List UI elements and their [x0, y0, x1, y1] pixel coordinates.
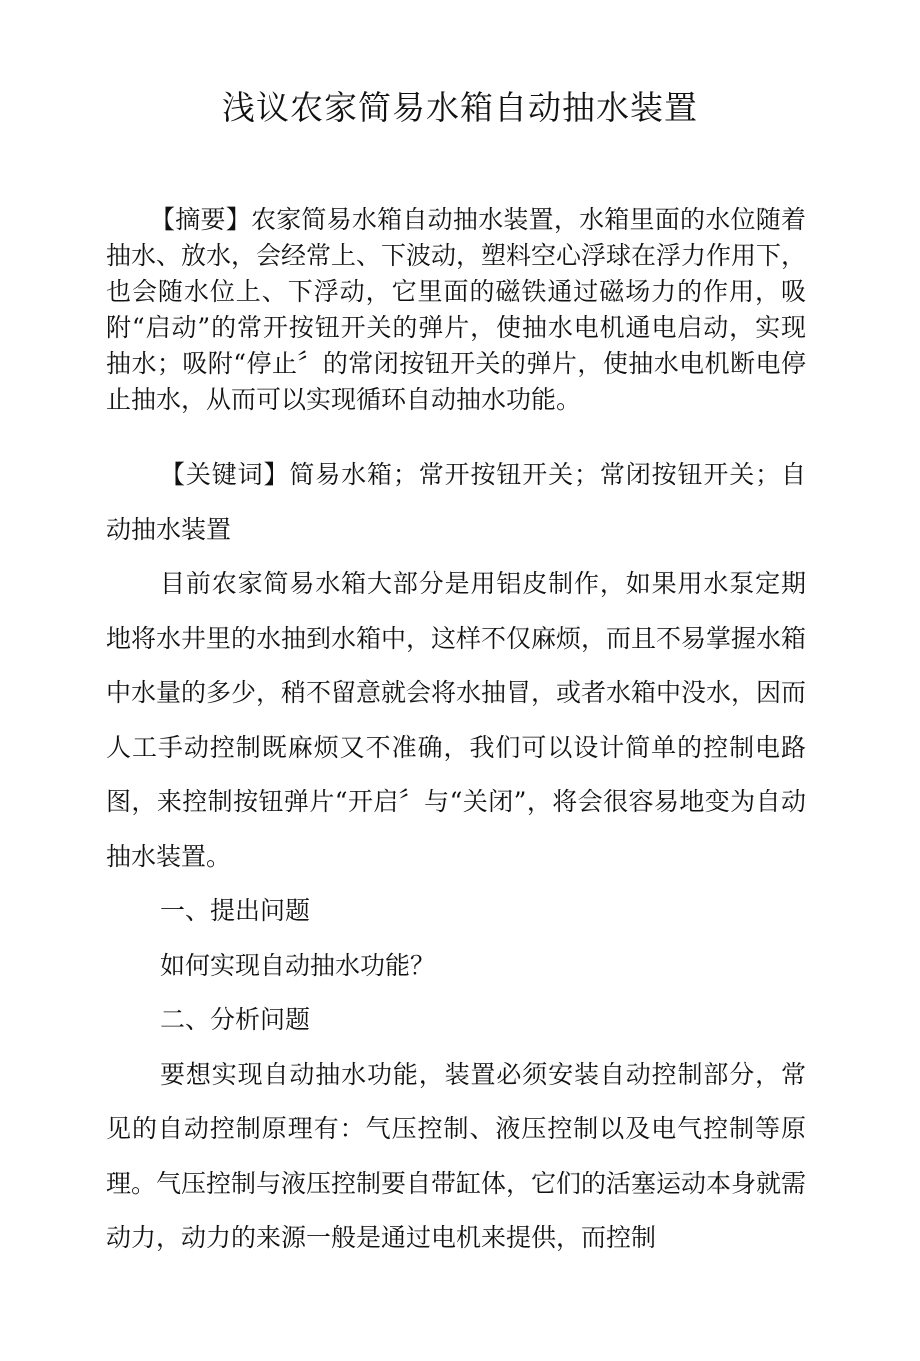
intro-paragraph: 目前农家简易水箱大部分是用铝皮制作，如果用水泵定期地将水井里的水抽到水箱中，这样不仅麻烦，而且不易掌握水箱中水量的多少，稍不留意就会将水抽冒，或者水箱中没水，因而人工手动控制既麻烦又不准确，我们可以设计简单的控制电路图，来控制按钮弹片“开启〞与“关闭”，将会很容易地变为自动抽水装置。 [106, 569, 807, 871]
section-heading-1: 一、提出问题 [160, 896, 311, 925]
keywords-paragraph: 【关键词】简易水箱；常开按钮开关；常闭按钮开关；自动抽水装置 [106, 460, 806, 544]
section-2-text: 要想实现自动抽水功能，装置必须安装自动控制部分，常见的自动控制原理有：气压控制、液压控制以及电气控制等原理。气压控制与液压控制要自带缸体，它们的活塞运动本身就需动力，动力的来源一般是通过电机来提供，而控制 [106, 1059, 807, 1252]
document-body [106, 448, 806, 1266]
section-heading-2: 二、分析问题 [160, 1005, 311, 1034]
document-title: 浅议农家简易水箱自动抽水装置 [222, 88, 698, 127]
abstract-paragraph: 【摘要】农家简易水箱自动抽水装置，水箱里面的水位随着抽水、放水，会经常上、下波动，塑料空心浮球在浮力作用下，也会随水位上、下浮动，它里面的磁铁通过磁场力的作用，吸附“启动”的常开按钮开关的弹片，使抽水电机通电启动，实现抽水；吸附“停止〞的常闭按钮开关的弹片，使抽水电机断电停止抽水，从而可以实现循环自动抽水功能。 [106, 205, 807, 414]
section-1-text: 如何实现自动抽水功能？ [160, 950, 436, 980]
